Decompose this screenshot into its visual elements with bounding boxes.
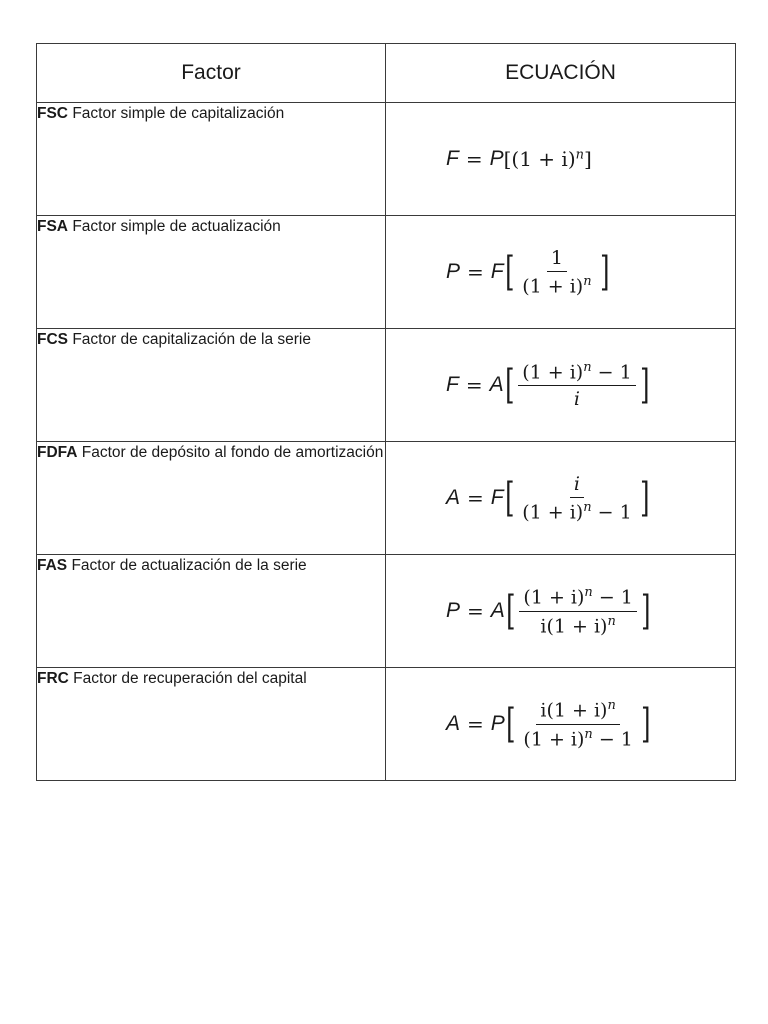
factor-name-cell: [37, 442, 386, 555]
factor-name: Factor simple de actualización: [72, 218, 281, 235]
eq-body: $[(1 + i)^n]$: [503, 147, 592, 171]
denominator: $(1 + i)^n - 1$: [522, 499, 632, 524]
header-equation: ECUACIÓN: [386, 44, 736, 103]
eq-sign: =: [467, 599, 484, 623]
right-bracket: ]: [640, 588, 651, 634]
eq-sign: =: [465, 372, 483, 397]
factor-name-cell: [37, 103, 386, 216]
eq-lhs: F: [446, 372, 459, 396]
eq-sign: =: [465, 147, 483, 171]
header-row: [37, 44, 736, 103]
header-factor: Factor: [37, 44, 386, 103]
eq-fraction: [518, 360, 635, 410]
factor-abbr: FCS: [37, 331, 68, 348]
left-bracket: [: [505, 588, 516, 634]
eq-lhs: P: [446, 599, 461, 622]
equation-cell: [386, 442, 736, 555]
table-row: [37, 555, 736, 668]
equation-cell: [386, 668, 736, 781]
table-row: [37, 329, 736, 442]
factor-name-cell: [37, 555, 386, 668]
denominator: i: [573, 388, 580, 411]
factor-name-cell: [37, 668, 386, 781]
equation-fdfa: [446, 473, 735, 523]
eq-coef: F: [490, 259, 504, 283]
eq-lhs: A: [446, 712, 461, 735]
denominator: $(1 + i)^n$: [522, 273, 592, 298]
denominator: $(1 + i)^n - 1$: [523, 726, 633, 750]
equation-fsa: [446, 247, 735, 297]
eq-fraction: [518, 473, 635, 523]
eq-coef: A: [489, 372, 504, 396]
factor-name: Factor de capitalización de la serie: [72, 331, 311, 348]
factor-abbr: FDFA: [37, 444, 78, 461]
equation-fsc: [446, 147, 735, 171]
table-row: [37, 216, 736, 329]
table-row: [37, 668, 736, 781]
factor-name-cell: [37, 329, 386, 442]
left-bracket: [: [504, 361, 515, 408]
eq-coef: F: [490, 485, 504, 509]
left-bracket: [: [504, 474, 515, 521]
factor-name-cell: [37, 216, 386, 329]
equation-fas: [446, 585, 735, 637]
left-bracket: [: [505, 701, 516, 747]
eq-lhs: P: [446, 259, 461, 283]
numerator: i: [570, 473, 584, 498]
factor-name: Factor simple de capitalización: [72, 105, 285, 122]
table-row: [37, 442, 736, 555]
equation-cell: [386, 329, 736, 442]
eq-sign: =: [467, 712, 484, 736]
numerator: $(1 + i)^n - 1$: [518, 360, 635, 386]
factor-name: Factor de depósito al fondo de amortización: [81, 444, 384, 461]
eq-lhs: F: [446, 147, 459, 170]
factor-abbr: FAS: [37, 557, 68, 574]
eq-coef: P: [490, 712, 505, 735]
factors-table: [36, 43, 736, 781]
eq-sign: =: [467, 485, 484, 510]
factor-name: Factor de recuperación del capital: [73, 670, 307, 687]
factor-abbr: FSA: [37, 218, 68, 235]
numerator: 1: [547, 247, 567, 272]
eq-lhs: A: [446, 485, 461, 509]
eq-fraction: [518, 247, 595, 297]
numerator: $(1 + i)^n - 1$: [519, 585, 636, 611]
eq-fraction: [519, 585, 636, 637]
denominator: $i(1 + i)^n$: [540, 613, 616, 637]
numerator: $i(1 + i)^n$: [536, 698, 619, 724]
eq-coef: A: [490, 599, 505, 622]
factor-abbr: FSC: [37, 105, 68, 122]
factor-abbr: FRC: [37, 670, 69, 687]
factor-name: Factor de actualización de la serie: [71, 557, 307, 574]
left-bracket: [: [504, 248, 515, 295]
eq-fraction: [519, 698, 636, 750]
right-bracket: ]: [640, 701, 651, 747]
right-bracket: ]: [639, 474, 650, 521]
equation-fcs: [446, 360, 735, 410]
equation-cell: [386, 555, 736, 668]
equation-cell: [386, 216, 736, 329]
equation-frc: [446, 698, 735, 750]
right-bracket: ]: [639, 361, 650, 408]
eq-coef: P: [489, 147, 504, 170]
eq-sign: =: [467, 259, 484, 284]
right-bracket: ]: [599, 248, 610, 295]
table-row: [37, 103, 736, 216]
equation-cell: [386, 103, 736, 216]
